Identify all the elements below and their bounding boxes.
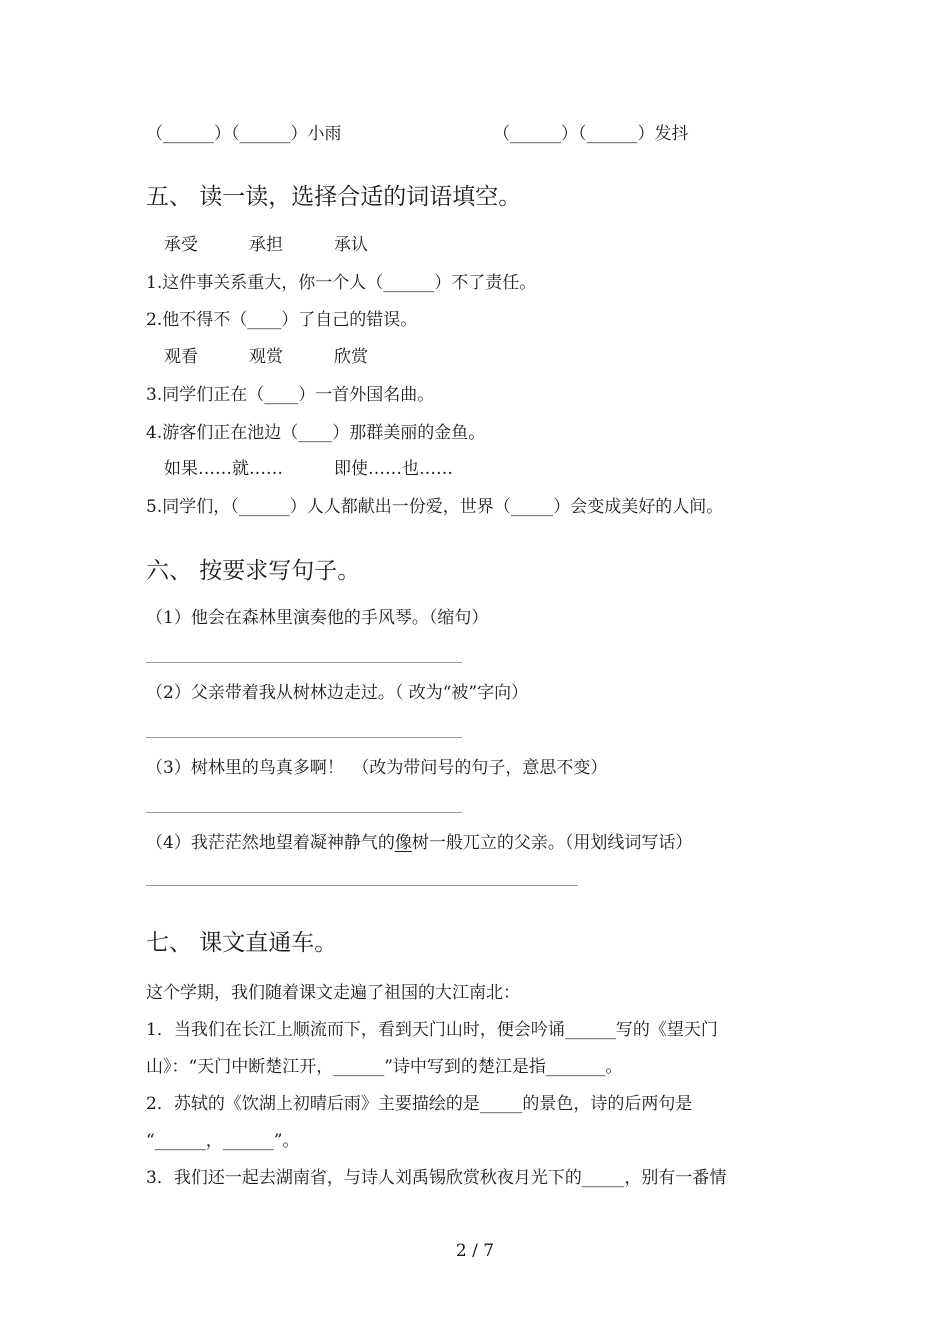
answer-line-6-3 bbox=[146, 812, 462, 813]
fill-blank-xiaoyu: （______）（______）小雨 bbox=[146, 124, 342, 144]
question-5-1: 1.这件事关系重大，你一个人（______）不了责任。 bbox=[146, 273, 537, 293]
fill-blank-fadou: （______）（______）发抖 bbox=[493, 124, 689, 144]
word-choices-3: 如果……就…… 即使……也…… bbox=[164, 459, 453, 479]
question-6-2: （2）父亲带着我从树林边走过。（ 改为“被”字向） bbox=[146, 683, 529, 703]
question-7-1-line-1: 1．当我们在长江上顺流而下，看到天门山时，便会吟诵______写的《望天门 bbox=[146, 1020, 718, 1040]
question-7-2-line-1: 2．苏轼的《饮湖上初晴后雨》主要描绘的是_____的景色，诗的后两句是 bbox=[146, 1094, 693, 1114]
section-7-heading: 七、 课文直通车。 bbox=[146, 930, 338, 956]
answer-line-6-4 bbox=[146, 885, 578, 886]
answer-line-6-2 bbox=[146, 737, 462, 738]
answer-line-6-1 bbox=[146, 662, 462, 663]
section-7-intro: 这个学期，我们随着课文走遍了祖国的大江南北： bbox=[146, 983, 520, 1003]
section-5-heading: 五、 读一读，选择合适的词语填空。 bbox=[146, 184, 522, 210]
question-7-1-line-2: 山》：“天门中断楚江开，______”诗中写到的楚江是指_______。 bbox=[146, 1057, 623, 1077]
question-5-2: 2.他不得不（____）了自己的错误。 bbox=[146, 310, 418, 330]
question-5-5: 5.同学们，（______）人人都献出一份爱，世界（_____）会变成美好的人间。 bbox=[146, 497, 724, 517]
question-6-4 bbox=[146, 833, 692, 853]
question-7-3-line-1: 3．我们还一起去湖南省，与诗人刘禹锡欣赏秋夜月光下的_____，别有一番情 bbox=[146, 1168, 727, 1188]
question-6-3: （3）树林里的鸟真多啊！ （改为带问号的句子，意思不变） bbox=[146, 758, 608, 778]
word-choices-2: 观看 观赏 欣赏 bbox=[164, 347, 368, 367]
question-5-3: 3.同学们正在（____）一首外国名曲。 bbox=[146, 385, 435, 405]
section-6-heading: 六、 按要求写句子。 bbox=[146, 558, 361, 584]
question-5-4: 4.游客们正在池边（____）那群美丽的金鱼。 bbox=[146, 423, 486, 443]
question-6-4-suffix: 树一般兀立的父亲。（用划线词写话） bbox=[411, 833, 693, 853]
question-6-1: （1）他会在森林里演奏他的手风琴。（缩句） bbox=[146, 608, 489, 628]
underlined-word: 像 bbox=[394, 833, 412, 853]
question-7-2-line-2: “______，______”。 bbox=[146, 1131, 300, 1151]
question-6-4-prefix: （4）我茫茫然地望着凝神静气的 bbox=[146, 833, 395, 853]
word-choices-1: 承受 承担 承认 bbox=[164, 235, 368, 255]
page-number: 2 / 7 bbox=[455, 1241, 495, 1261]
